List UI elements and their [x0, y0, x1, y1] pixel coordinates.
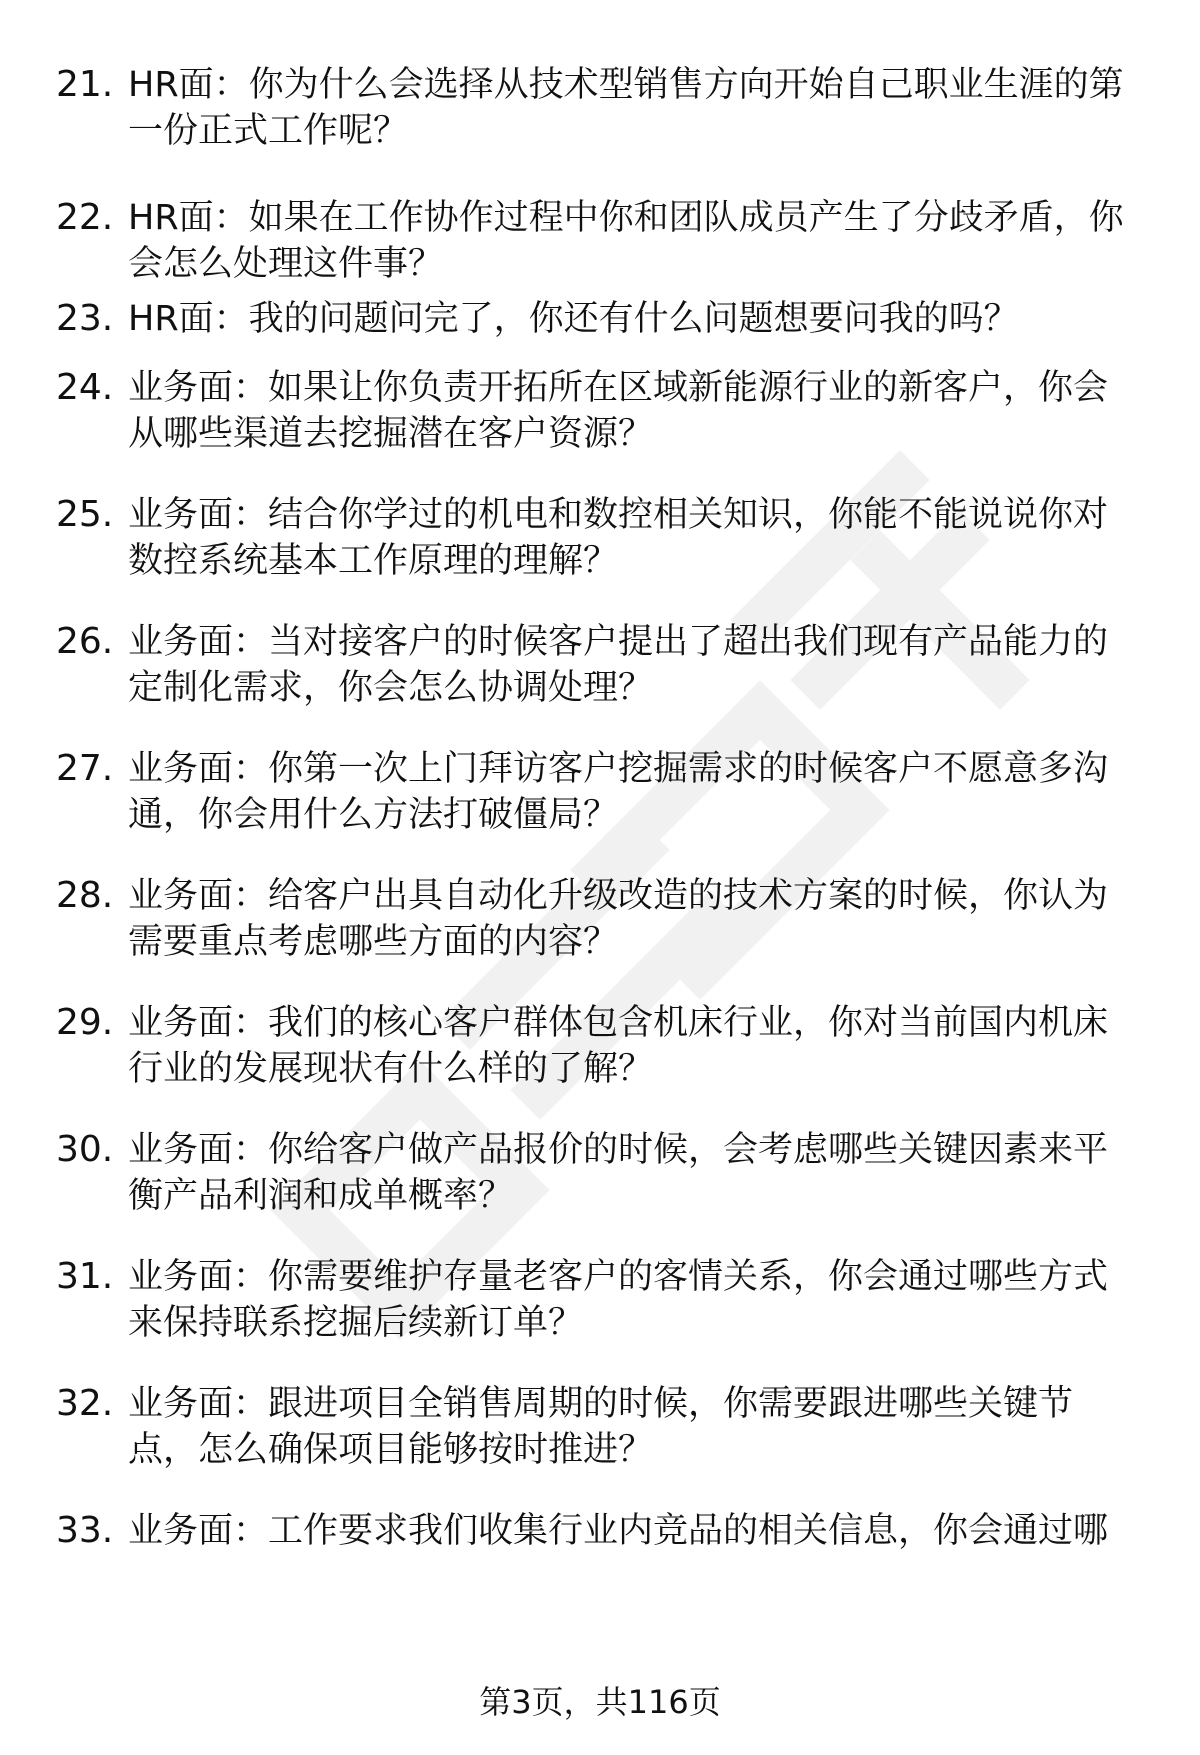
question-line: 业务面：你第一次上门拜访客户挖掘需求的时候客户不愿意多沟 [128, 749, 1109, 789]
question-line: 通，你会用什么方法打破僵局？ [128, 795, 619, 835]
question-number: 30. [56, 1129, 114, 1170]
question-number: 23. [56, 298, 114, 339]
question-line: 业务面：如果让你负责开拓所在区域新能源行业的新客户，你会 [128, 368, 1109, 408]
question-line: 业务面：结合你学过的机电和数控相关知识，你能不能说说你对 [128, 495, 1109, 535]
question-number: 29. [56, 1002, 114, 1043]
question-text [128, 492, 1158, 584]
question-text [128, 195, 1158, 287]
question-line: 一份正式工作呢？ [128, 111, 409, 151]
question-line: 业务面：跟进项目全销售周期的时候，你需要跟进哪些关键节 [128, 1384, 1074, 1424]
page-footer [0, 1682, 1200, 1722]
question-number: 28. [56, 875, 114, 916]
question-line: 业务面：你需要维护存量老客户的客情关系，你会通过哪些方式 [128, 1257, 1109, 1297]
question-text [128, 62, 1158, 154]
question-text [128, 619, 1158, 711]
question-number: 26. [56, 621, 114, 662]
question-number: 22. [56, 197, 114, 238]
question-text [128, 1508, 1158, 1554]
question-text [128, 296, 1158, 342]
page-number-label: 第3页，共116页 [479, 1683, 721, 1721]
question-line: 业务面：我们的核心客户群体包含机床行业，你对当前国内机床 [128, 1003, 1109, 1043]
question-line: 数控系统基本工作原理的理解？ [128, 541, 619, 581]
question-line: 业务面：给客户出具自动化升级改造的技术方案的时候，你认为 [128, 876, 1109, 916]
question-number: 31. [56, 1256, 114, 1297]
question-text [128, 1254, 1158, 1346]
question-line: 衡产品利润和成单概率？ [128, 1176, 514, 1216]
question-text [128, 873, 1158, 965]
question-number: 33. [56, 1510, 114, 1551]
question-line: 来保持联系挖掘后续新订单？ [128, 1303, 584, 1343]
question-line: 需要重点考虑哪些方面的内容？ [128, 922, 619, 962]
question-number: 27. [56, 748, 114, 789]
question-line: 行业的发展现状有什么样的了解？ [128, 1049, 654, 1089]
question-line: HR面：我的问题问完了，你还有什么问题想要问我的吗？ [128, 299, 1019, 339]
question-line: 点，怎么确保项目能够按时推进？ [128, 1430, 654, 1470]
question-line: 业务面：你给客户做产品报价的时候，会考虑哪些关键因素来平 [128, 1130, 1109, 1170]
question-line: 会怎么处理这件事？ [128, 244, 444, 284]
question-number: 21. [56, 64, 114, 105]
question-number: 32. [56, 1383, 114, 1424]
question-line: 业务面：工作要求我们收集行业内竞品的相关信息，你会通过哪 [128, 1511, 1109, 1551]
question-text [128, 746, 1158, 838]
question-text [128, 365, 1158, 457]
question-text [128, 1381, 1158, 1473]
question-text [128, 1000, 1158, 1092]
question-line: HR面：你为什么会选择从技术型销售方向开始自己职业生涯的第 [128, 65, 1124, 105]
question-line: HR面：如果在工作协作过程中你和团队成员产生了分歧矛盾，你 [128, 198, 1124, 238]
question-text [128, 1127, 1158, 1219]
question-line: 定制化需求，你会怎么协调处理？ [128, 668, 654, 708]
question-line: 从哪些渠道去挖掘潜在客户资源？ [128, 414, 654, 454]
question-number: 24. [56, 367, 114, 408]
question-number: 25. [56, 494, 114, 535]
question-line: 业务面：当对接客户的时候客户提出了超出我们现有产品能力的 [128, 622, 1109, 662]
